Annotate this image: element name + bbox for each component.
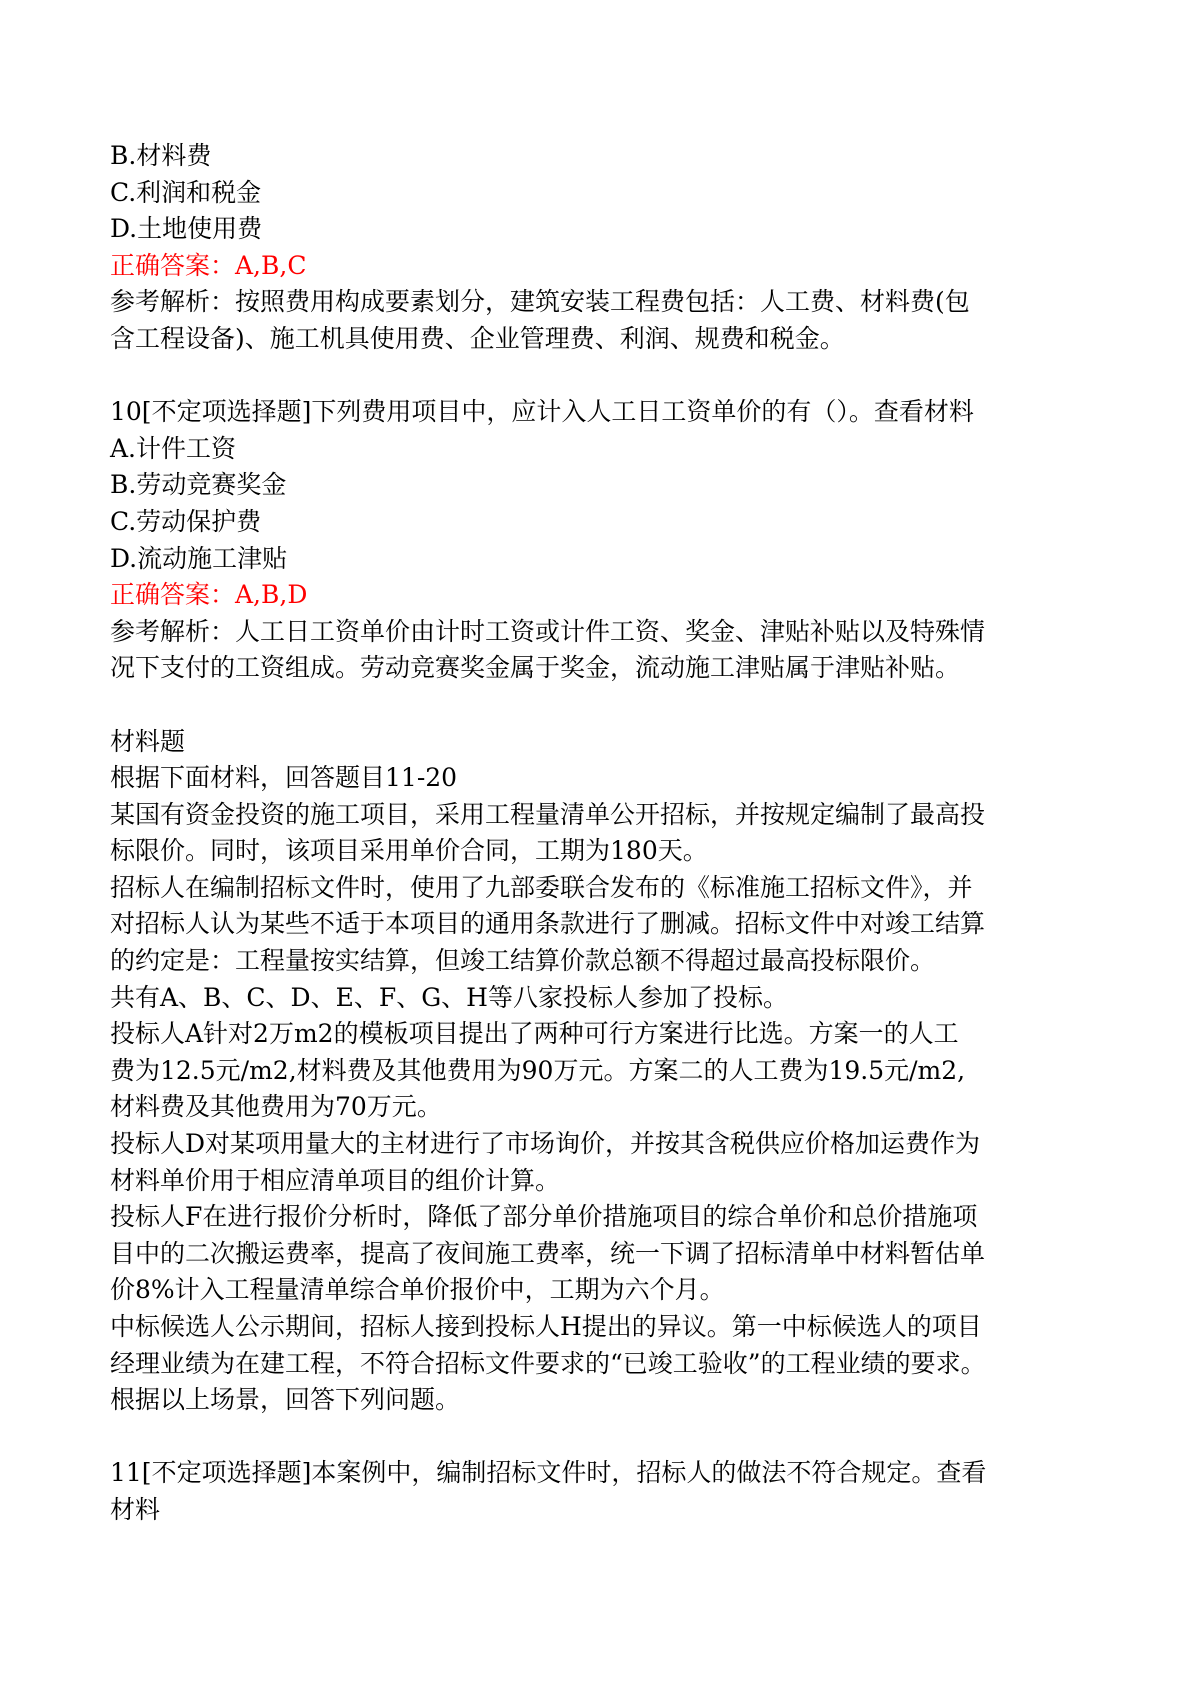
question-text: 材料 — [110, 1494, 161, 1524]
option-b: B.劳动竞赛奖金 — [110, 470, 287, 500]
material-heading: 材料题 — [110, 726, 186, 756]
question-11-block — [110, 1455, 1090, 1528]
material-line: 经理业绩为在建工程，不符合招标文件要求的“已竣工验收”的工程业绩的要求。 — [110, 1348, 986, 1378]
option-d: D.流动施工津贴 — [110, 543, 288, 573]
correct-answer: 正确答案：A,B,D — [110, 580, 308, 610]
analysis-line: 参考解析：按照费用构成要素划分，建筑安装工程费包括：人工费、材料费(包 — [110, 287, 970, 317]
question-text: 10[不定项选择题]下列费用项目中，应计入人工日工资单价的有（）。查看材料 — [110, 397, 974, 427]
question-text: 11[不定项选择题]本案例中，编制招标文件时，招标人的做法不符合规定。查看 — [110, 1458, 987, 1488]
material-intro: 根据下面材料，回答题目11-20 — [110, 763, 458, 793]
material-line: 价8%计入工程量清单综合单价报价中，工期为六个月。 — [110, 1275, 725, 1305]
option-c: C.劳动保护费 — [110, 506, 262, 536]
question-10-block — [110, 394, 1090, 687]
option-d: D.土地使用费 — [110, 214, 263, 244]
material-line: 根据以上场景，回答下列问题。 — [110, 1385, 461, 1415]
material-line: 目中的二次搬运费率，提高了夜间施工费率，统一下调了招标清单中材料暂估单 — [110, 1238, 986, 1268]
option-b: B.材料费 — [110, 141, 212, 170]
material-line: 材料单价用于相应清单项目的组价计算。 — [110, 1165, 561, 1195]
analysis-line: 含工程设备)、施工机具使用费、企业管理费、利润、规费和税金。 — [110, 323, 845, 353]
analysis-line: 参考解析：人工日工资单价由计时工资或计件工资、奖金、津贴补贴以及特殊情 — [110, 616, 986, 646]
material-line: 招标人在编制招标文件时，使用了九部委联合发布的《标准施工招标文件》，并 — [110, 872, 973, 902]
material-line: 的约定是：工程量按实结算，但竣工结算价款总额不得超过最高投标限价。 — [110, 946, 936, 976]
material-line: 投标人F在进行报价分析时，降低了部分单价措施项目的综合单价和总价措施项 — [110, 1202, 978, 1232]
material-line: 某国有资金投资的施工项目，采用工程量清单公开招标，并按规定编制了最高投 — [110, 799, 986, 829]
material-line: 费为12.5元/m2,材料费及其他费用为90万元。方案二的人工费为19.5元/m2, — [110, 1055, 966, 1085]
material-block — [110, 724, 1090, 1419]
material-line: 材料费及其他费用为70万元。 — [110, 1092, 442, 1122]
material-line: 标限价。同时，该项目采用单价合同，工期为180天。 — [110, 836, 708, 866]
spacer — [110, 358, 1090, 395]
question-9-block — [110, 138, 1090, 358]
document-page — [110, 138, 1090, 1529]
correct-answer: 正确答案：A,B,C — [110, 250, 307, 280]
spacer — [110, 1419, 1090, 1456]
spacer — [110, 687, 1090, 724]
option-c: C.利润和税金 — [110, 177, 262, 207]
material-line: 投标人A针对2万m2的模板项目提出了两种可行方案进行比选。方案一的人工 — [110, 1019, 959, 1049]
material-line: 对招标人认为某些不适于本项目的通用条款进行了删减。招标文件中对竣工结算 — [110, 909, 986, 939]
option-a: A.计件工资 — [110, 433, 237, 463]
material-line: 投标人D对某项用量大的主材进行了市场询价，并按其含税供应价格加运费作为 — [110, 1129, 981, 1159]
material-line: 中标候选人公示期间，招标人接到投标人H提出的异议。第一中标候选人的项目 — [110, 1312, 982, 1341]
material-line: 共有A、B、C、D、E、F、G、H等八家投标人参加了投标。 — [110, 982, 788, 1012]
analysis-line: 况下支付的工资组成。劳动竞赛奖金属于奖金，流动施工津贴属于津贴补贴。 — [110, 653, 961, 683]
